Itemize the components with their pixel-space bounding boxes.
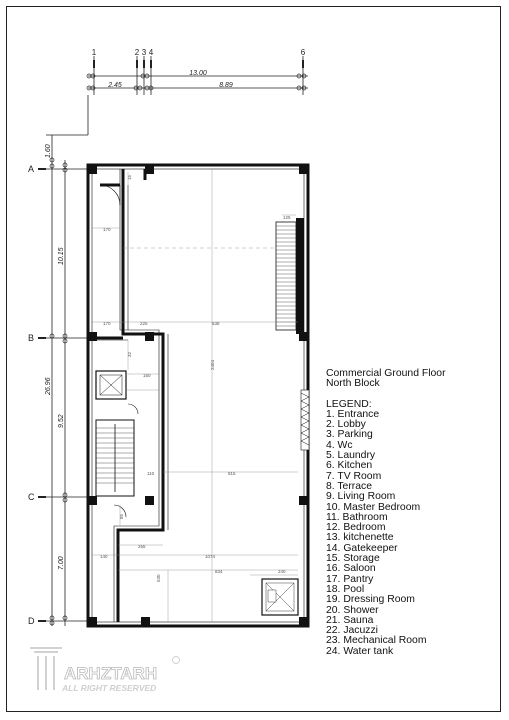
legend-item: 15. Storage (326, 553, 380, 565)
inner-dimension-labels (100, 174, 291, 582)
watermark-name: ARHZTARH (64, 664, 158, 683)
legend-list (326, 410, 446, 657)
left-dim-circles (50, 158, 67, 625)
legend-item: 13. kitchenette (326, 532, 394, 544)
dim-label: 255 (138, 544, 146, 549)
grid-row-label: C (28, 492, 35, 502)
legend-item: 17. Pantry (326, 573, 374, 585)
grid-col-label: 2 (134, 48, 140, 57)
dim-top-left: 2.45 (108, 82, 122, 89)
dim-label: 2404 (210, 359, 215, 370)
staircase (96, 420, 134, 496)
dim-label: 110 (147, 471, 155, 476)
legend-item: 1. Entrance (326, 408, 380, 420)
dim-label: 530 (156, 574, 161, 582)
top-grid-lines (88, 56, 308, 135)
dim-label: 834 (215, 569, 223, 574)
legend-item: 3. Parking (326, 429, 373, 441)
legend-item: 24. Water tank (326, 645, 394, 657)
dim-label: 638 (212, 321, 220, 326)
legend-item: 2. Lobby (326, 419, 366, 431)
dim-label: 240 (278, 569, 286, 574)
legend-item: 5. Laundry (326, 450, 376, 462)
elevator (96, 371, 126, 399)
legend-item: 16. Saloon (326, 563, 376, 575)
legend-item: 6. Kitchen (326, 460, 373, 472)
legend-item: 10. Master Bedroom (326, 501, 421, 513)
dim-left-cd: 7.00 (58, 556, 65, 570)
legend-item: 4. Wc (326, 439, 353, 451)
dim-left-bc: 9.52 (58, 414, 65, 428)
dim-label: 140 (100, 554, 108, 559)
grid-col-label: 1 (91, 48, 97, 57)
watermark-logo-icon (30, 648, 62, 690)
legend-item: 12. Bedroom (326, 522, 386, 534)
dim-label: 1074 (205, 554, 216, 559)
grid-row-label: A (28, 164, 35, 174)
dim-label: 32 (127, 351, 132, 357)
dim-label: 170 (103, 321, 111, 326)
left-grid-labels (28, 144, 65, 626)
grid-col-label: 3 (141, 48, 147, 57)
dim-left-ab: 10.15 (58, 247, 65, 265)
dim-label: 150 (143, 373, 151, 378)
legend-item: 9. Living Room (326, 491, 396, 503)
dim-label: 125 (283, 215, 291, 220)
grid-col-label: 4 (148, 48, 154, 57)
structural-columns (88, 165, 308, 626)
dim-label: 225 (140, 321, 148, 326)
drawing-subtitle: North Block (326, 378, 380, 390)
dim-left-small: 1.60 (45, 144, 52, 158)
exterior-walls (88, 165, 308, 626)
legend-item: 11. Bathroom (326, 511, 388, 523)
dim-label: 170 (103, 227, 111, 232)
top-grid-ticks (93, 60, 304, 68)
legend-heading: LEGEND: (326, 398, 372, 410)
grid-col-label: 6 (300, 48, 306, 57)
dim-top-right: 8.89 (219, 82, 233, 89)
dim-label: 85 (119, 513, 124, 519)
legend-item: 21. Sauna (326, 614, 374, 626)
ramp (276, 218, 304, 334)
grid-row-label: B (28, 333, 35, 343)
dim-label: 15 (127, 174, 132, 180)
top-grid-labels (92, 48, 306, 89)
dim-left-total: 26.96 (45, 377, 52, 395)
legend-item: 8. Terrace (326, 480, 373, 492)
watermark-rights: ALL RIGHT RESERVED (62, 683, 157, 693)
registered-icon (173, 657, 180, 664)
legend-item: 7. TV Room (326, 470, 382, 482)
grid-row-label: D (28, 616, 35, 626)
legend-item: 18. Pool (326, 583, 365, 595)
legend-panel (326, 369, 446, 657)
legend-item: 22. Jacuzzi (326, 625, 378, 637)
dim-top-total: 13.00 (189, 70, 207, 77)
dim-label: 815 (228, 471, 236, 476)
legend-item: 19. Dressing Room (326, 594, 415, 606)
tank (262, 579, 298, 615)
entrance-pattern (301, 390, 309, 450)
legend-item: 20. Shower (326, 604, 379, 616)
legend-item: 23. Mechanical Room (326, 635, 427, 647)
drawing-title: Commercial Ground Floor (326, 368, 446, 379)
legend-item: 14. Gatekeeper (326, 542, 398, 554)
